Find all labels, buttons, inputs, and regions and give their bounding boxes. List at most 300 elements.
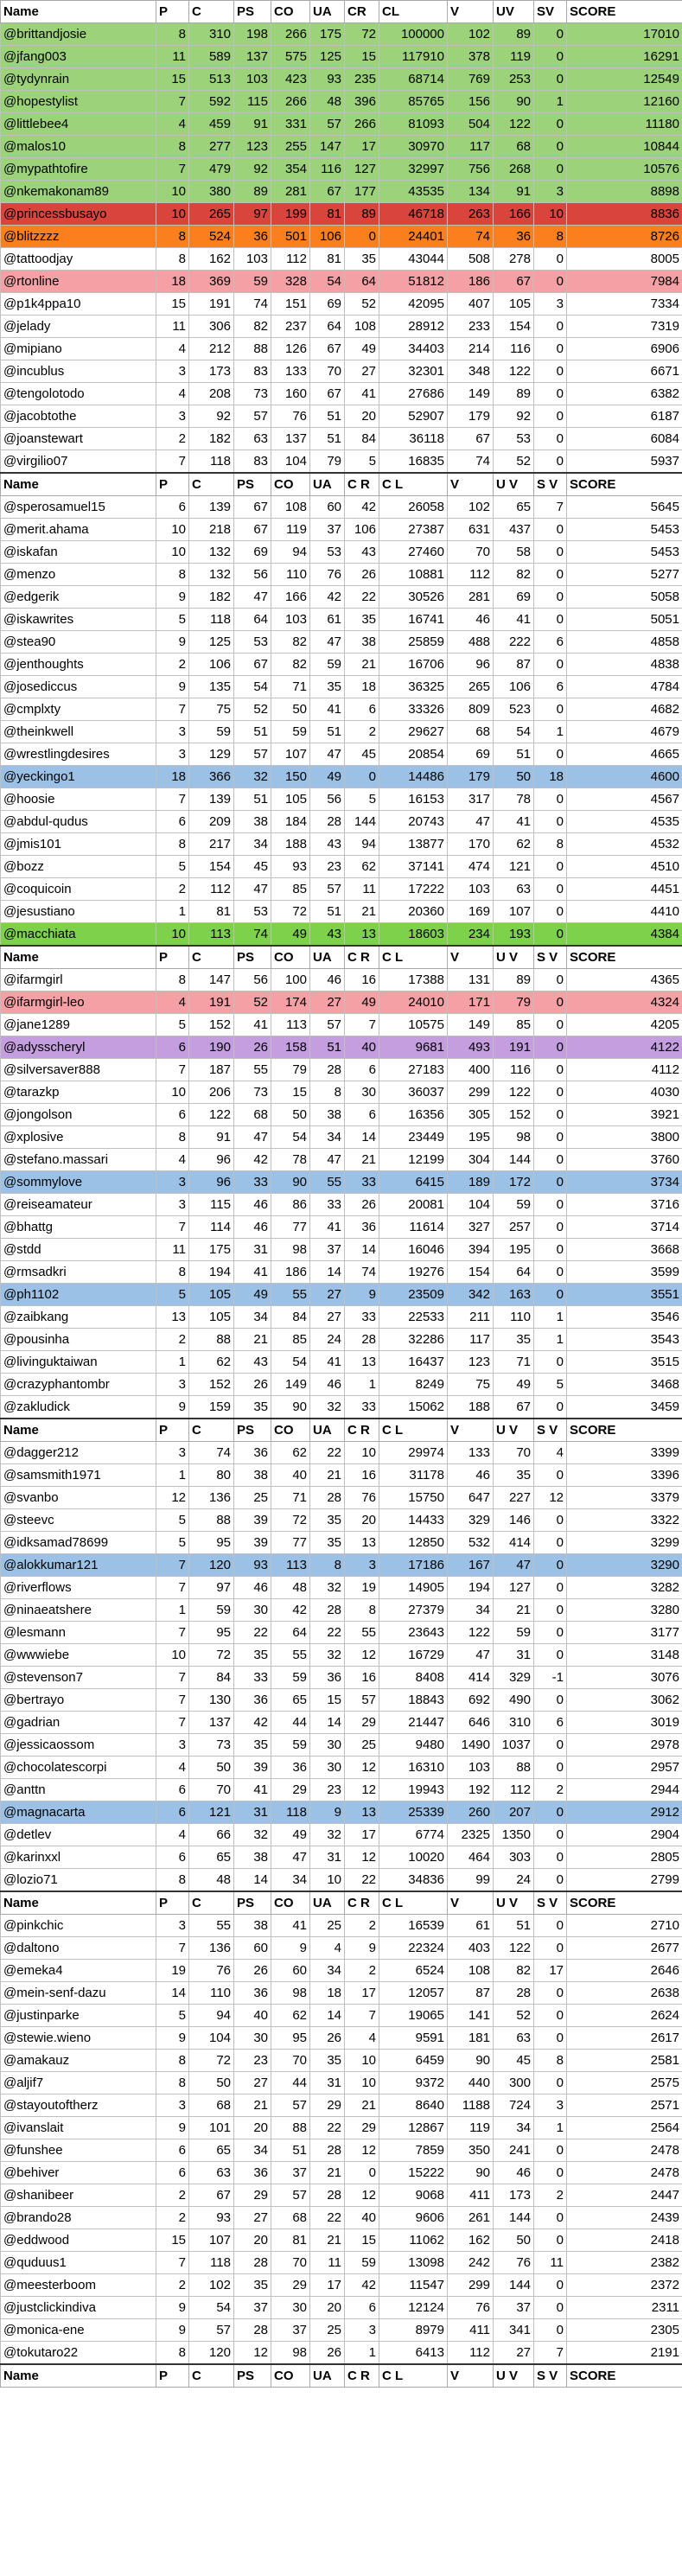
- cell-p: 15: [156, 293, 189, 316]
- username-cell: @xplosive: [1, 1126, 156, 1149]
- table-row: [1, 1644, 682, 1667]
- cell-sv: 1: [534, 1306, 567, 1329]
- cell-co: 98: [271, 1239, 310, 1261]
- cell-ps: 34: [234, 2139, 271, 2162]
- username-cell: @quduus1: [1, 2252, 156, 2274]
- cell-ps: 41: [234, 1779, 271, 1801]
- cell-v: 194: [448, 1577, 494, 1599]
- cell-sv: 0: [534, 1846, 567, 1869]
- table-row: [1, 1239, 682, 1261]
- cell-p: 2: [156, 878, 189, 901]
- cell-c: 92: [189, 405, 234, 428]
- column-header-score: SCORE: [567, 1419, 682, 1442]
- column-header-ua: UA: [310, 1, 345, 23]
- cell-p: 8: [156, 564, 189, 586]
- table-row: [1, 631, 682, 654]
- cell-v: 74: [448, 226, 494, 248]
- cell-co: 95: [271, 2027, 310, 2050]
- cell-p: 3: [156, 1171, 189, 1194]
- username-cell: @tokutaro22: [1, 2342, 156, 2365]
- cell-cr: 13: [345, 923, 379, 947]
- column-header-cl: C L: [379, 473, 448, 496]
- cell-cr: 72: [345, 23, 379, 46]
- cell-c: 66: [189, 1824, 234, 1846]
- cell-cr: 14: [345, 1239, 379, 1261]
- cell-sv: 0: [534, 1194, 567, 1216]
- cell-cr: 12: [345, 1846, 379, 1869]
- username-cell: @edgerik: [1, 586, 156, 609]
- cell-sv: 0: [534, 1554, 567, 1577]
- cell-v: 149: [448, 1014, 494, 1036]
- cell-cr: 5: [345, 788, 379, 811]
- cell-p: 11: [156, 46, 189, 68]
- column-header-v: V: [448, 473, 494, 496]
- cell-score: 3921: [567, 1104, 682, 1126]
- cell-sv: 0: [534, 1126, 567, 1149]
- cell-v: 103: [448, 1757, 494, 1779]
- column-header-c: C: [189, 1, 234, 23]
- cell-ps: 35: [234, 2274, 271, 2297]
- cell-p: 3: [156, 2095, 189, 2117]
- cell-sv: 0: [534, 969, 567, 992]
- cell-ua: 56: [310, 788, 345, 811]
- cell-score: 11180: [567, 113, 682, 136]
- cell-c: 118: [189, 450, 234, 474]
- cell-score: 4682: [567, 698, 682, 721]
- cell-cl: 22324: [379, 1937, 448, 1960]
- cell-c: 115: [189, 1194, 234, 1216]
- cell-cl: 19065: [379, 2005, 448, 2027]
- cell-cl: 9591: [379, 2027, 448, 2050]
- cell-ua: 67: [310, 383, 345, 405]
- cell-ua: 21: [310, 2229, 345, 2252]
- cell-p: 13: [156, 1306, 189, 1329]
- cell-v: 90: [448, 2050, 494, 2072]
- cell-ps: 34: [234, 1306, 271, 1329]
- cell-p: 4: [156, 1149, 189, 1171]
- cell-v: 154: [448, 1261, 494, 1284]
- cell-v: 189: [448, 1171, 494, 1194]
- cell-c: 306: [189, 316, 234, 338]
- cell-ua: 28: [310, 1487, 345, 1509]
- cell-cr: 9: [345, 1937, 379, 1960]
- cell-v: 1490: [448, 1734, 494, 1757]
- cell-uv: 70: [494, 1442, 534, 1464]
- cell-uv: 65: [494, 496, 534, 519]
- username-cell: @detlev: [1, 1824, 156, 1846]
- cell-ua: 26: [310, 2027, 345, 2050]
- cell-c: 72: [189, 2050, 234, 2072]
- cell-cl: 16046: [379, 1239, 448, 1261]
- cell-sv: 0: [534, 654, 567, 676]
- cell-ua: 32: [310, 1396, 345, 1419]
- column-header-p: P: [156, 946, 189, 969]
- cell-ua: 9: [310, 1801, 345, 1824]
- cell-cr: 18: [345, 676, 379, 698]
- cell-sv: 0: [534, 2139, 567, 2162]
- cell-ps: 21: [234, 2095, 271, 2117]
- cell-score: 3177: [567, 1622, 682, 1644]
- column-header-uv: U V: [494, 946, 534, 969]
- cell-sv: 0: [534, 428, 567, 450]
- cell-c: 125: [189, 631, 234, 654]
- username-cell: @ninaeatshere: [1, 1599, 156, 1622]
- cell-ps: 92: [234, 158, 271, 181]
- cell-score: 3546: [567, 1306, 682, 1329]
- cell-p: 6: [156, 811, 189, 833]
- table-row: [1, 564, 682, 586]
- cell-p: 10: [156, 519, 189, 541]
- cell-co: 82: [271, 631, 310, 654]
- username-cell: @iskawrites: [1, 609, 156, 631]
- cell-uv: 300: [494, 2072, 534, 2095]
- cell-p: 8: [156, 2342, 189, 2365]
- cell-ps: 35: [234, 1644, 271, 1667]
- table-row: [1, 2117, 682, 2139]
- cell-v: 299: [448, 1081, 494, 1104]
- cell-uv: 110: [494, 1306, 534, 1329]
- cell-sv: 0: [534, 1757, 567, 1779]
- cell-score: 5937: [567, 450, 682, 474]
- cell-cr: 40: [345, 2207, 379, 2229]
- cell-score: 4510: [567, 856, 682, 878]
- cell-sv: 0: [534, 1059, 567, 1081]
- cell-ps: 88: [234, 338, 271, 360]
- username-cell: @pinkchic: [1, 1915, 156, 1937]
- cell-ua: 55: [310, 1171, 345, 1194]
- table-row: [1, 203, 682, 226]
- cell-uv: 106: [494, 676, 534, 698]
- cell-cr: 10: [345, 2072, 379, 2095]
- cell-p: 6: [156, 1104, 189, 1126]
- username-cell: @zakludick: [1, 1396, 156, 1419]
- cell-cr: 5: [345, 450, 379, 474]
- cell-p: 2: [156, 2184, 189, 2207]
- cell-cl: 36037: [379, 1081, 448, 1104]
- cell-sv: 0: [534, 2072, 567, 2095]
- cell-ua: 11: [310, 2252, 345, 2274]
- cell-ps: 38: [234, 1846, 271, 1869]
- cell-uv: 166: [494, 203, 534, 226]
- cell-co: 49: [271, 923, 310, 947]
- cell-sv: 0: [534, 1081, 567, 1104]
- cell-ps: 47: [234, 586, 271, 609]
- cell-c: 102: [189, 2274, 234, 2297]
- cell-v: 504: [448, 113, 494, 136]
- cell-cl: 14905: [379, 1577, 448, 1599]
- cell-co: 55: [271, 1284, 310, 1306]
- cell-cr: 29: [345, 1712, 379, 1734]
- cell-sv: 3: [534, 293, 567, 316]
- cell-cl: 27460: [379, 541, 448, 564]
- column-header-name: Name: [1, 1419, 156, 1442]
- column-header-uv: U V: [494, 1891, 534, 1915]
- cell-sv: 0: [534, 992, 567, 1014]
- cell-co: 50: [271, 1104, 310, 1126]
- username-cell: @idksamad78699: [1, 1532, 156, 1554]
- cell-ua: 47: [310, 1149, 345, 1171]
- column-header-c: C: [189, 1419, 234, 1442]
- cell-c: 113: [189, 923, 234, 947]
- cell-ua: 14: [310, 1712, 345, 1734]
- cell-score: 12549: [567, 68, 682, 91]
- cell-cr: 2: [345, 721, 379, 743]
- cell-sv: 5: [534, 1374, 567, 1396]
- cell-score: 3551: [567, 1284, 682, 1306]
- cell-ua: 53: [310, 541, 345, 564]
- table-row: [1, 698, 682, 721]
- username-cell: @blitzzzz: [1, 226, 156, 248]
- column-header-co: CO: [271, 1, 310, 23]
- cell-cl: 17388: [379, 969, 448, 992]
- cell-uv: 21: [494, 1599, 534, 1622]
- cell-cl: 30526: [379, 586, 448, 609]
- table-row: [1, 811, 682, 833]
- cell-cl: 9681: [379, 1036, 448, 1059]
- cell-score: 4858: [567, 631, 682, 654]
- cell-c: 182: [189, 586, 234, 609]
- cell-cl: 16706: [379, 654, 448, 676]
- cell-score: 2646: [567, 1960, 682, 1982]
- cell-v: 488: [448, 631, 494, 654]
- cell-ps: 46: [234, 1194, 271, 1216]
- cell-ua: 61: [310, 609, 345, 631]
- cell-c: 107: [189, 2229, 234, 2252]
- cell-cr: 25: [345, 1734, 379, 1757]
- cell-co: 110: [271, 564, 310, 586]
- cell-sv: 6: [534, 631, 567, 654]
- cell-cl: 13877: [379, 833, 448, 856]
- cell-cl: 22533: [379, 1306, 448, 1329]
- cell-ua: 47: [310, 631, 345, 654]
- table-row: [1, 1284, 682, 1306]
- cell-cl: 33326: [379, 698, 448, 721]
- cell-ps: 43: [234, 1351, 271, 1374]
- table-row: [1, 609, 682, 631]
- table-row: [1, 1937, 682, 1960]
- cell-sv: 0: [534, 811, 567, 833]
- cell-c: 277: [189, 136, 234, 158]
- cell-uv: 24: [494, 1869, 534, 1892]
- table-row: [1, 1509, 682, 1532]
- cell-ps: 55: [234, 1059, 271, 1081]
- column-header-score: SCORE: [567, 473, 682, 496]
- cell-v: 117: [448, 136, 494, 158]
- username-cell: @merit.ahama: [1, 519, 156, 541]
- cell-p: 6: [156, 1801, 189, 1824]
- cell-p: 2: [156, 1329, 189, 1351]
- cell-p: 6: [156, 1036, 189, 1059]
- table-row: [1, 338, 682, 360]
- column-header-v: V: [448, 1419, 494, 1442]
- table-row: [1, 450, 682, 474]
- cell-co: 72: [271, 1509, 310, 1532]
- cell-ua: 32: [310, 1577, 345, 1599]
- cell-co: 328: [271, 271, 310, 293]
- cell-c: 208: [189, 383, 234, 405]
- username-cell: @coquicoin: [1, 878, 156, 901]
- cell-ps: 67: [234, 519, 271, 541]
- cell-cr: 89: [345, 203, 379, 226]
- cell-ps: 52: [234, 992, 271, 1014]
- cell-ua: 22: [310, 1622, 345, 1644]
- table-row: [1, 1915, 682, 1937]
- cell-score: 3800: [567, 1126, 682, 1149]
- cell-c: 589: [189, 46, 234, 68]
- cell-ps: 83: [234, 450, 271, 474]
- cell-cl: 28912: [379, 316, 448, 338]
- username-cell: @gadrian: [1, 1712, 156, 1734]
- cell-cr: 27: [345, 360, 379, 383]
- username-cell: @mipiano: [1, 338, 156, 360]
- cell-sv: 0: [534, 2005, 567, 2027]
- cell-p: 7: [156, 1554, 189, 1577]
- cell-co: 160: [271, 383, 310, 405]
- username-cell: @amakauz: [1, 2050, 156, 2072]
- cell-ua: 28: [310, 1599, 345, 1622]
- cell-ua: 41: [310, 1216, 345, 1239]
- cell-sv: 0: [534, 338, 567, 360]
- cell-cr: 16: [345, 1464, 379, 1487]
- cell-score: 3148: [567, 1644, 682, 1667]
- cell-p: 6: [156, 496, 189, 519]
- cell-v: 394: [448, 1239, 494, 1261]
- cell-c: 48: [189, 1869, 234, 1892]
- cell-v: 265: [448, 676, 494, 698]
- column-header-cr: CR: [345, 1, 379, 23]
- cell-uv: 34: [494, 2117, 534, 2139]
- cell-sv: 0: [534, 923, 567, 947]
- cell-c: 112: [189, 878, 234, 901]
- cell-p: 15: [156, 68, 189, 91]
- cell-cr: 17: [345, 1982, 379, 2005]
- cell-p: 6: [156, 1779, 189, 1801]
- cell-c: 68: [189, 2095, 234, 2117]
- table-row: [1, 878, 682, 901]
- cell-ua: 33: [310, 1194, 345, 1216]
- cell-ua: 49: [310, 766, 345, 788]
- cell-v: 233: [448, 316, 494, 338]
- cell-cl: 21447: [379, 1712, 448, 1734]
- column-header-sv: S V: [534, 2364, 567, 2388]
- cell-p: 9: [156, 2297, 189, 2319]
- cell-ps: 57: [234, 405, 271, 428]
- cell-p: 9: [156, 676, 189, 698]
- cell-co: 59: [271, 1734, 310, 1757]
- username-cell: @jacobtothe: [1, 405, 156, 428]
- cell-sv: 8: [534, 2050, 567, 2072]
- username-cell: @funshee: [1, 2139, 156, 2162]
- cell-uv: 78: [494, 788, 534, 811]
- username-cell: @hoosie: [1, 788, 156, 811]
- cell-co: 34: [271, 1869, 310, 1892]
- cell-uv: 51: [494, 1915, 534, 1937]
- cell-uv: 59: [494, 1194, 534, 1216]
- column-header-v: V: [448, 946, 494, 969]
- cell-cr: 12: [345, 1757, 379, 1779]
- cell-score: 2571: [567, 2095, 682, 2117]
- cell-ps: 38: [234, 811, 271, 833]
- cell-score: 2624: [567, 2005, 682, 2027]
- table-row: [1, 2184, 682, 2207]
- cell-co: 266: [271, 91, 310, 113]
- cell-sv: 0: [534, 856, 567, 878]
- cell-score: 2581: [567, 2050, 682, 2072]
- cell-p: 3: [156, 1194, 189, 1216]
- cell-cl: 7859: [379, 2139, 448, 2162]
- cell-score: 5277: [567, 564, 682, 586]
- cell-v: 112: [448, 564, 494, 586]
- cell-co: 36: [271, 1757, 310, 1779]
- cell-sv: 1: [534, 1329, 567, 1351]
- cell-v: 70: [448, 541, 494, 564]
- cell-ua: 22: [310, 2207, 345, 2229]
- cell-cl: 30970: [379, 136, 448, 158]
- cell-c: 118: [189, 609, 234, 631]
- cell-p: 7: [156, 158, 189, 181]
- cell-c: 592: [189, 91, 234, 113]
- cell-sv: 7: [534, 496, 567, 519]
- cell-v: 112: [448, 2342, 494, 2365]
- cell-c: 121: [189, 1801, 234, 1824]
- cell-sv: 17: [534, 1960, 567, 1982]
- cell-v: 214: [448, 338, 494, 360]
- cell-c: 59: [189, 721, 234, 743]
- cell-ps: 32: [234, 1824, 271, 1846]
- cell-c: 93: [189, 2207, 234, 2229]
- cell-cl: 68714: [379, 68, 448, 91]
- column-header-uv: U V: [494, 473, 534, 496]
- cell-co: 118: [271, 1801, 310, 1824]
- cell-uv: 310: [494, 1712, 534, 1734]
- cell-ua: 22: [310, 2117, 345, 2139]
- cell-c: 524: [189, 226, 234, 248]
- column-header-ua: UA: [310, 1891, 345, 1915]
- column-header-p: P: [156, 1, 189, 23]
- cell-ua: 147: [310, 136, 345, 158]
- cell-co: 29: [271, 1779, 310, 1801]
- cell-score: 3076: [567, 1667, 682, 1689]
- cell-co: 94: [271, 541, 310, 564]
- cell-v: 75: [448, 1374, 494, 1396]
- cell-v: 348: [448, 360, 494, 383]
- cell-ps: 123: [234, 136, 271, 158]
- cell-cr: 57: [345, 1689, 379, 1712]
- cell-ps: 89: [234, 181, 271, 203]
- cell-c: 120: [189, 2342, 234, 2365]
- cell-ua: 125: [310, 46, 345, 68]
- username-cell: @littlebee4: [1, 113, 156, 136]
- cell-v: 350: [448, 2139, 494, 2162]
- cell-score: 4205: [567, 1014, 682, 1036]
- username-cell: @riverflows: [1, 1577, 156, 1599]
- cell-cr: 4: [345, 2027, 379, 2050]
- username-cell: @pousinha: [1, 1329, 156, 1351]
- cell-c: 139: [189, 496, 234, 519]
- cell-c: 366: [189, 766, 234, 788]
- username-cell: @alokkumar121: [1, 1554, 156, 1577]
- cell-sv: 0: [534, 158, 567, 181]
- cell-ua: 22: [310, 1442, 345, 1464]
- cell-p: 3: [156, 1734, 189, 1757]
- cell-ua: 35: [310, 1509, 345, 1532]
- username-cell: @jfang003: [1, 46, 156, 68]
- username-cell: @brittandjosie: [1, 23, 156, 46]
- cell-v: 131: [448, 969, 494, 992]
- cell-uv: 116: [494, 338, 534, 360]
- cell-uv: 227: [494, 1487, 534, 1509]
- cell-v: 90: [448, 2162, 494, 2184]
